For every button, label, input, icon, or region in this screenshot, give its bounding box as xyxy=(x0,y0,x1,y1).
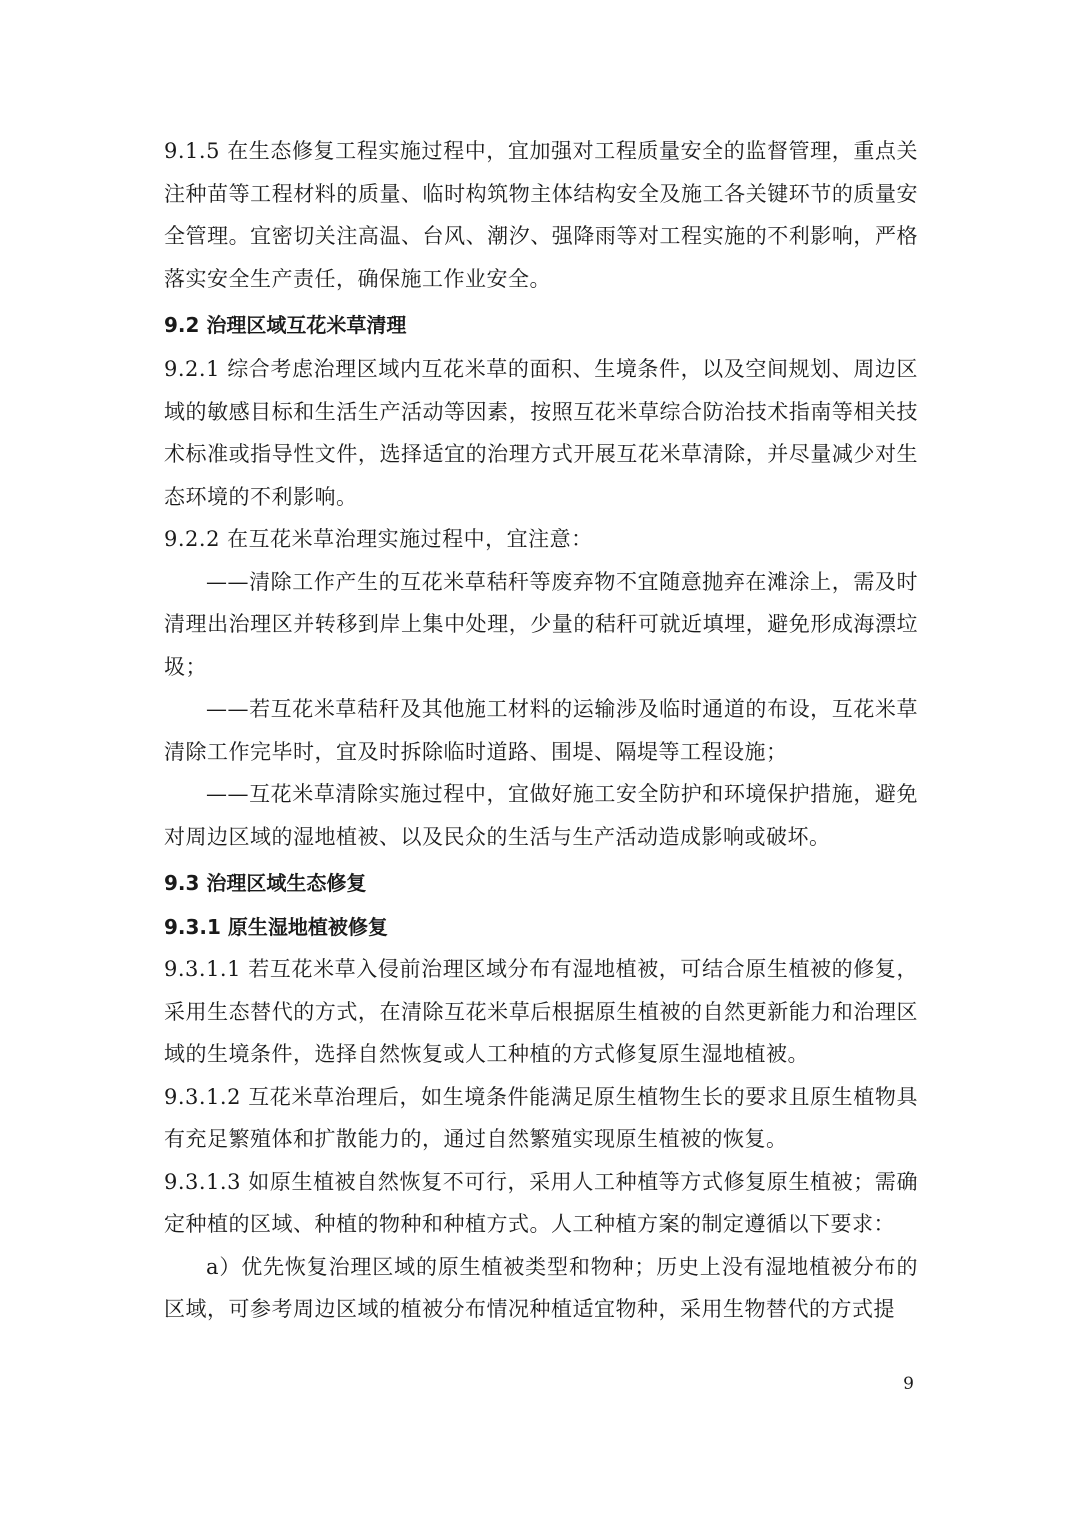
paragraph-9-2-1: 9.2.1 综合考虑治理区域内互花米草的面积、生境条件，以及空间规划、周边区域的敏感目标和生活生产活动等因素，按照互花米草综合防治技术指南等相关技术标准或指导性文件，选择适宜的治理方式开展互花米草清除，并尽量减少对生态环境的不利影响。 xyxy=(164,357,918,509)
paragraph-9-3-1-3: 9.3.1.3 如原生植被自然恢复不可行，采用人工种植等方式修复原生植被；需确定种植的区域、种植的物种和种植方式。人工种植方案的制定遵循以下要求： xyxy=(164,1169,918,1236)
section-heading-9-2: 9.2 治理区域互花米草清理 xyxy=(164,313,407,337)
page-number: 9 xyxy=(903,1374,914,1394)
section-heading-9-3: 9.3 治理区域生态修复 xyxy=(164,871,367,895)
paragraph-9-2-2: 9.2.2 在互花米草治理实施过程中，宜注意： xyxy=(164,527,593,551)
list-item-9-2-2-2: ——若互花米草秸秆及其他施工材料的运输涉及临时通道的布设，互花米草清除工作完毕时，宜及时拆除临时道路、围堤、隔堤等工程设施； xyxy=(164,697,918,764)
subsection-heading-9-3-1: 9.3.1 原生湿地植被修复 xyxy=(164,915,388,939)
paragraph-9-3-1-1: 9.3.1.1 若互花米草入侵前治理区域分布有湿地植被，可结合原生植被的修复，采用生态替代的方式，在清除互花米草后根据原生植被的自然更新能力和治理区域的生境条件，选择自然恢复或人工种植的方式修复原生湿地植被。 xyxy=(164,957,918,1066)
list-item-9-2-2-3: ——互花米草清除实施过程中，宜做好施工安全防护和环境保护措施，避免对周边区域的湿地植被、以及民众的生活与生产活动造成影响或破坏。 xyxy=(164,782,918,849)
list-item-9-2-2-1: ——清除工作产生的互花米草秸秆等废弃物不宜随意抛弃在滩涂上，需及时清理出治理区并转移到岸上集中处理，少量的秸秆可就近填埋，避免形成海漂垃圾； xyxy=(164,569,918,679)
paragraph-9-3-1-2: 9.3.1.2 互花米草治理后，如生境条件能满足原生植物生长的要求且原生植物具有充足繁殖体和扩散能力的，通过自然繁殖实现原生植被的恢复。 xyxy=(164,1084,918,1151)
document-page xyxy=(164,130,918,1331)
list-item-9-3-1-3-a: a）优先恢复治理区域的原生植被类型和物种；历史上没有湿地植被分布的区域，可参考周边区域的植被分布情况种植适宜物种，采用生物替代的方式提 xyxy=(164,1254,918,1321)
paragraph-9-1-5: 9.1.5 在生态修复工程实施过程中，宜加强对工程质量安全的监督管理，重点关注种苗等工程材料的质量、临时构筑物主体结构安全及施工各关键环节的质量安全管理。宜密切关注高温、台风、潮汐、强降雨等对工程实施的不利影响，严格落实安全生产责任，确保施工作业安全。 xyxy=(164,139,918,291)
